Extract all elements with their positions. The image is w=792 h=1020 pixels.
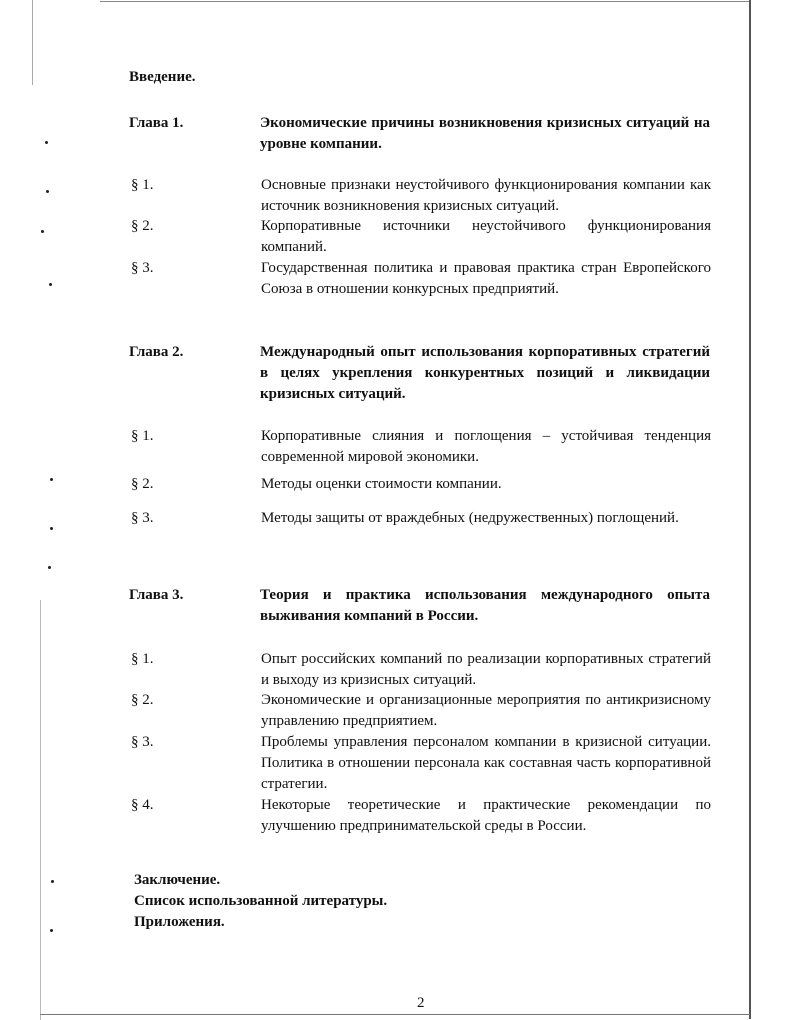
toc-section — [131, 732, 713, 795]
intro-heading: Введение. — [129, 69, 196, 85]
toc-section — [131, 649, 713, 691]
section-number: § 2. — [131, 692, 154, 708]
toc-section — [131, 216, 713, 258]
section-title: Корпоративные слияния и поглощения – устойчивая тенденция современной мировой экономики. — [261, 428, 711, 465]
scan-edge-bottom — [40, 1014, 750, 1015]
references-heading: Список использованной литературы. — [134, 893, 388, 909]
conclusion-heading: Заключение. — [134, 872, 221, 888]
section-number: § 2. — [131, 218, 154, 234]
section-title: Методы защиты от враждебных (недружественных) поглощений. — [261, 510, 679, 526]
toc-section — [131, 474, 713, 495]
scan-speck — [48, 566, 51, 569]
chapter-label: Глава 3. — [129, 587, 184, 603]
section-number: § 4. — [131, 797, 154, 813]
section-title: Корпоративные источники неустойчивого функционирования компаний. — [261, 218, 711, 255]
section-number: § 3. — [131, 260, 154, 276]
appendices-heading: Приложения. — [134, 914, 225, 930]
section-title: Опыт российских компаний по реализации корпоративных стратегий и выходу из кризисных ситуаций. — [261, 651, 711, 688]
scan-edge-top — [100, 1, 750, 2]
chapter-3 — [129, 585, 713, 627]
scan-edge-left — [32, 0, 33, 85]
section-title: Государственная политика и правовая практика стран Европейского Союза в отношении конкурсных предприятий. — [261, 260, 711, 297]
scan-speck — [46, 190, 49, 193]
chapter-2 — [129, 342, 713, 405]
chapter-1 — [129, 113, 713, 155]
chapter-title: Теория и практика использования международного опыта выживания компаний в России. — [260, 587, 710, 624]
toc-section — [131, 795, 713, 837]
page-number: 2 — [417, 995, 425, 1011]
section-title: Проблемы управления персоналом компании в кризисной ситуации. Политика в отношении персонала как составная часть корпоративной стратегии. — [261, 734, 711, 792]
scan-speck — [41, 230, 44, 233]
scan-speck — [49, 283, 52, 286]
chapter-label: Глава 1. — [129, 115, 184, 131]
chapter-title: Экономические причины возникновения кризисных ситуаций на уровне компании. — [260, 115, 710, 152]
section-number: § 3. — [131, 510, 154, 526]
section-title: Некоторые теоретические и практические рекомендации по улучшению предпринимательской среды в России. — [261, 797, 711, 834]
section-number: § 1. — [131, 428, 154, 444]
toc-section — [131, 426, 713, 468]
scan-speck — [51, 880, 54, 883]
section-number: § 1. — [131, 177, 154, 193]
section-title: Методы оценки стоимости компании. — [261, 476, 502, 492]
section-number: § 1. — [131, 651, 154, 667]
scan-speck — [45, 141, 48, 144]
scan-speck — [50, 478, 53, 481]
toc-section — [131, 508, 713, 529]
section-number: § 3. — [131, 734, 154, 750]
toc-section — [131, 690, 713, 732]
chapter-label: Глава 2. — [129, 344, 184, 360]
section-title: Основные признаки неустойчивого функционирования компании как источник возникновения кризисных ситуаций. — [261, 177, 711, 214]
scan-edge-right — [749, 0, 751, 1019]
scan-edge-left-2 — [40, 600, 41, 1020]
section-number: § 2. — [131, 476, 154, 492]
scan-speck — [50, 527, 53, 530]
scan-speck — [50, 929, 53, 932]
toc-section — [131, 258, 713, 300]
chapter-title: Международный опыт использования корпоративных стратегий в целях укрепления конкурентных позиций и ликвидации кризисных ситуаций. — [260, 344, 710, 402]
section-title: Экономические и организационные мероприятия по антикризисному управлению предприятием. — [261, 692, 711, 729]
toc-section — [131, 175, 713, 217]
